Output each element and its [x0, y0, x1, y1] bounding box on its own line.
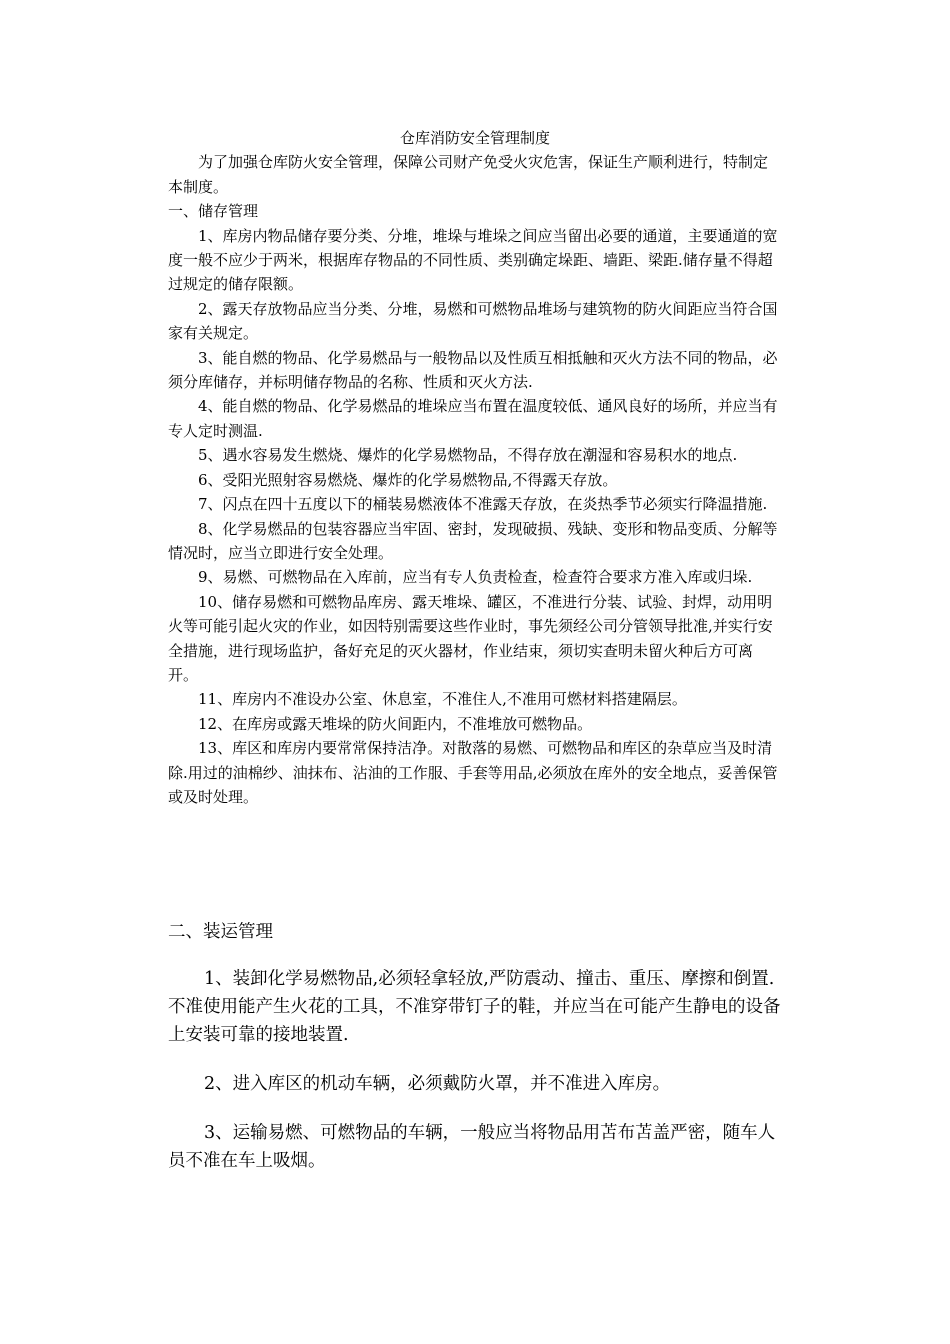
intro-paragraph: 为了加强仓库防火安全管理，保障公司财产免受火灾危害，保证生产顺利进行，特制定本制度。	[168, 153, 769, 196]
storage-item: 9、易燃、可燃物品在入库前，应当有专人负责检查，检查符合要求方准入库或归垛.	[198, 568, 753, 587]
section-heading-storage: 一、储存管理	[168, 202, 259, 221]
transport-section	[168, 918, 782, 1196]
storage-item: 3、能自燃的物品、化学易燃品与一般物品以及性质互相抵触和灭火方法不同的物品，必须分库储存，并标明储存物品的名称、性质和灭火方法.	[168, 348, 778, 392]
transport-item: 3、运输易燃、可燃物品的车辆，一般应当将物品用苫布苫盖严密，随车人员不准在车上吸烟。	[168, 1123, 776, 1171]
storage-item: 2、露天存放物品应当分类、分堆，易燃和可燃物品堆场与建筑物的防火间距应当符合国家有关规定。	[168, 299, 778, 343]
storage-item: 11、库房内不准设办公室、休息室，不准住人,不准用可燃材料搭建隔层。	[198, 690, 687, 709]
storage-item: 13、库区和库房内要常常保持洁净。对散落的易燃、可燃物品和库区的杂草应当及时清除.用过的油棉纱、油抹布、沾油的工作服、手套等用品,必须放在库外的安全地点，妥善保管或及时处理。	[168, 739, 778, 806]
transport-item: 1、装卸化学易燃物品,必须轻拿轻放,严防震动、撞击、重压、摩擦和倒置.不准使用能产生火花的工具，不准穿带钉子的鞋，并应当在可能产生静电的设备上安装可靠的接地装置.	[168, 969, 781, 1045]
storage-item: 7、闪点在四十五度以下的桶装易燃液体不准露天存放，在炎热季节必须实行降温措施.	[198, 495, 768, 514]
storage-item: 4、能自燃的物品、化学易燃品的堆垛应当布置在温度较低、通风良好的场所，并应当有专人定时测温.	[168, 397, 778, 440]
storage-section	[168, 126, 782, 809]
storage-item: 1、库房内物品储存要分类、分堆，堆垛与堆垛之间应当留出必要的通道，主要通道的宽度一般不应少于两米，根据库存物品的不同性质、类别确定垛距、墙距、梁距.储存量不得超过规定的储存限额。	[168, 226, 778, 294]
section-heading-transport: 二、装运管理	[168, 922, 273, 942]
document-title: 仓库消防安全管理制度	[399, 129, 550, 147]
transport-item: 2、进入库区的机动车辆，必须戴防火罩，并不准进入库房。	[204, 1074, 671, 1094]
storage-item: 6、受阳光照射容易燃烧、爆炸的化学易燃物品,不得露天存放。	[198, 470, 618, 489]
storage-item: 12、在库房或露天堆垛的防火间距内，不准堆放可燃物品。	[198, 714, 593, 733]
storage-item: 8、化学易燃品的包装容器应当牢固、密封，发现破损、残缺、变形和物品变质、分解等情况时，应当立即进行安全处理。	[168, 519, 778, 562]
storage-item: 10、储存易燃和可燃物品库房、露天堆垛、罐区，不准进行分装、试验、封焊，动用明火等可能引起火灾的作业，如因特别需要这些作业时，事先须经公司分管领导批准,并实行安全措施，进行现场监护，备好充足的灭火器材，作业结束，须切实查明未留火种后方可离开。	[168, 592, 773, 684]
storage-item: 5、遇水容易发生燃烧、爆炸的化学易燃物品，不得存放在潮湿和容易积水的地点.	[198, 446, 738, 465]
